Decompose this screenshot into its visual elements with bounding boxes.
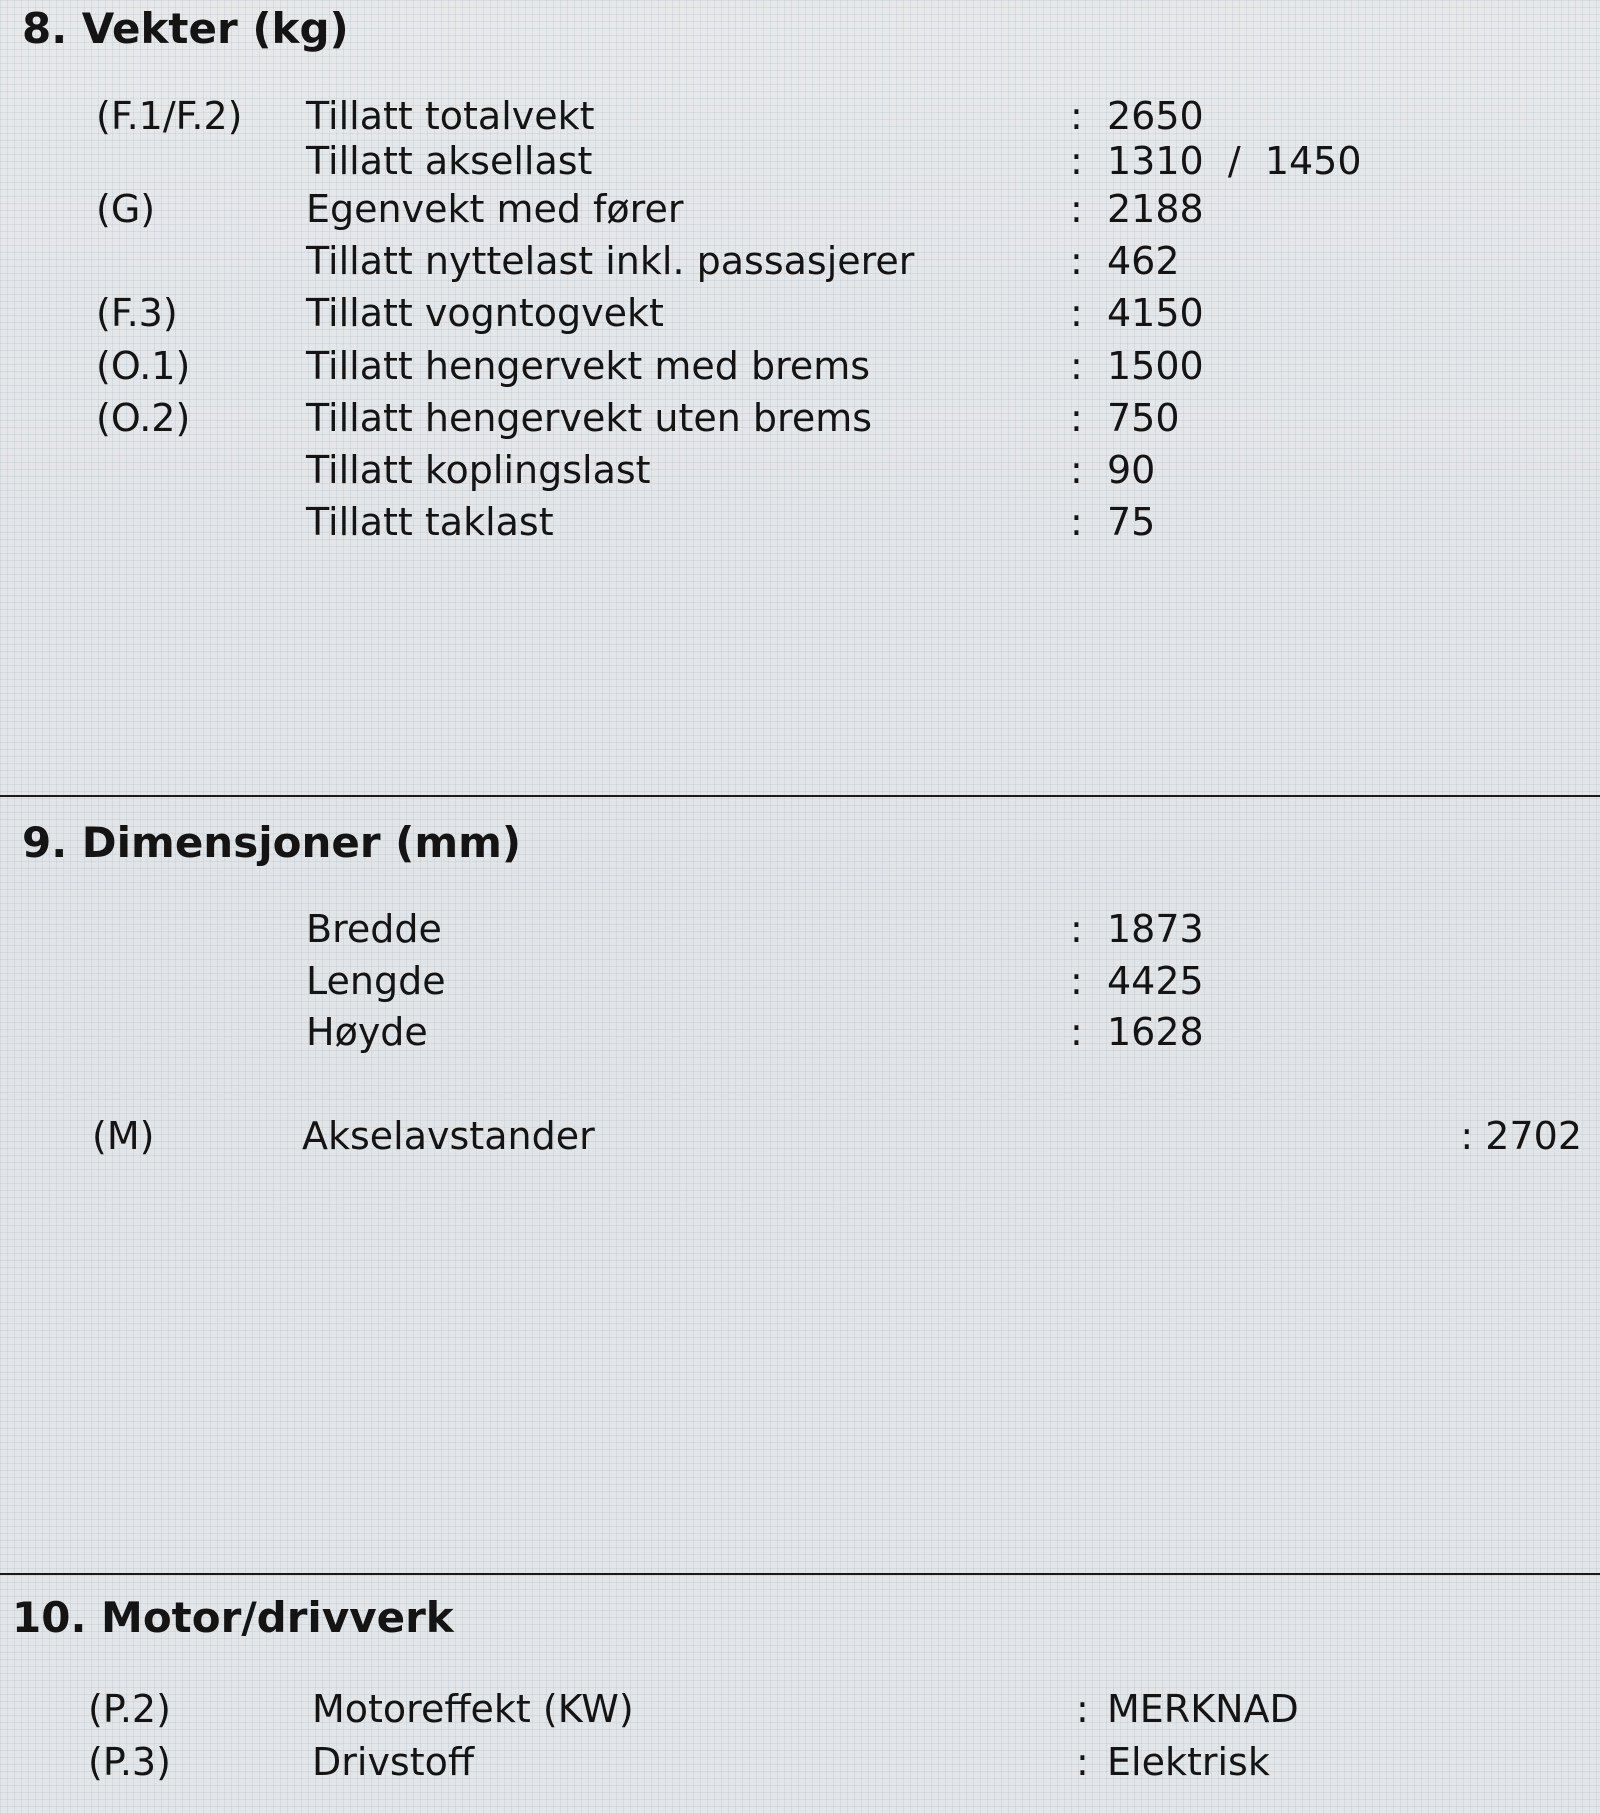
dimension-row-width <box>0 903 1600 955</box>
row-colon: : <box>1070 239 1083 283</box>
dimension-row-length <box>0 955 1600 1007</box>
row-colon: : <box>1070 187 1083 231</box>
row-value: 1500 <box>1107 344 1204 388</box>
row-colon: : <box>1070 959 1083 1003</box>
weight-row-curb-weight <box>0 183 1600 235</box>
row-colon: : <box>1076 1687 1089 1731</box>
row-value: MERKNAD <box>1107 1687 1299 1731</box>
row-value: 90 <box>1107 448 1156 492</box>
row-colon: : <box>1070 500 1083 544</box>
row-value: 4150 <box>1107 291 1204 335</box>
row-value: 750 <box>1107 396 1180 440</box>
section-9-title: 9. Dimensjoner (mm) <box>22 818 522 867</box>
row-code: (G) <box>96 187 156 231</box>
row-value: 462 <box>1107 239 1180 283</box>
row-label: Egenvekt med fører <box>306 187 684 231</box>
row-code: (F.3) <box>96 291 178 335</box>
row-value: 1873 <box>1107 907 1204 951</box>
weight-row-roof-load <box>0 496 1600 548</box>
weight-row-axle-load <box>0 135 1600 187</box>
weight-row-trailer-unbraked <box>0 392 1600 444</box>
row-code: (O.1) <box>96 344 191 388</box>
row-label: Tillatt totalvekt <box>306 94 595 138</box>
dimension-row-height <box>0 1006 1600 1058</box>
row-code: (F.1/F.2) <box>96 94 243 138</box>
weight-row-trailer-braked <box>0 340 1600 392</box>
row-colon: : <box>1070 396 1083 440</box>
row-value: 4425 <box>1107 959 1204 1003</box>
row-label: Tillatt vogntogvekt <box>306 291 664 335</box>
row-code: (O.2) <box>96 396 191 440</box>
row-label: Høyde <box>306 1010 428 1054</box>
row-code: (M) <box>92 1114 155 1158</box>
row-code: (P.2) <box>88 1687 171 1731</box>
row-colon: : <box>1070 1010 1083 1054</box>
row-colon: : <box>1070 344 1083 388</box>
row-label: Bredde <box>306 907 442 951</box>
section-8-title: 8. Vekter (kg) <box>22 4 349 53</box>
row-label: Tillatt nyttelast inkl. passasjerer <box>306 239 915 283</box>
row-label: Tillatt hengervekt med brems <box>306 344 871 388</box>
motor-row-fuel <box>0 1736 1600 1788</box>
row-label: Akselavstander <box>302 1114 595 1158</box>
row-label: Tillatt koplingslast <box>306 448 651 492</box>
row-label: Tillatt aksellast <box>306 139 593 183</box>
row-code: (P.3) <box>88 1740 171 1784</box>
row-label: Tillatt hengervekt uten brems <box>306 396 873 440</box>
row-value: 2650 <box>1107 94 1204 138</box>
row-label: Lengde <box>306 959 446 1003</box>
row-colon: : <box>1070 139 1083 183</box>
row-colon: : <box>1070 448 1083 492</box>
weight-row-combination <box>0 287 1600 339</box>
row-value: Elektrisk <box>1107 1740 1270 1784</box>
row-value: 1310 / 1450 <box>1107 139 1362 183</box>
row-colon: : <box>1070 94 1083 138</box>
row-value: : 2702 <box>1460 1114 1582 1158</box>
dimension-row-wheelbase <box>0 1110 1600 1162</box>
section-divider <box>0 795 1600 797</box>
row-colon: : <box>1070 291 1083 335</box>
row-colon: : <box>1076 1740 1089 1784</box>
section-divider <box>0 1573 1600 1575</box>
section-10-title: 10. Motor/drivverk <box>12 1593 454 1642</box>
row-value: 75 <box>1107 500 1156 544</box>
row-label: Motoreffekt (KW) <box>312 1687 634 1731</box>
motor-row-power <box>0 1683 1600 1735</box>
row-value: 1628 <box>1107 1010 1204 1054</box>
weight-row-payload <box>0 235 1600 287</box>
row-colon: : <box>1070 907 1083 951</box>
weight-row-coupling-load <box>0 444 1600 496</box>
row-label: Tillatt taklast <box>306 500 554 544</box>
row-value: 2188 <box>1107 187 1204 231</box>
row-label: Drivstoff <box>312 1740 475 1784</box>
